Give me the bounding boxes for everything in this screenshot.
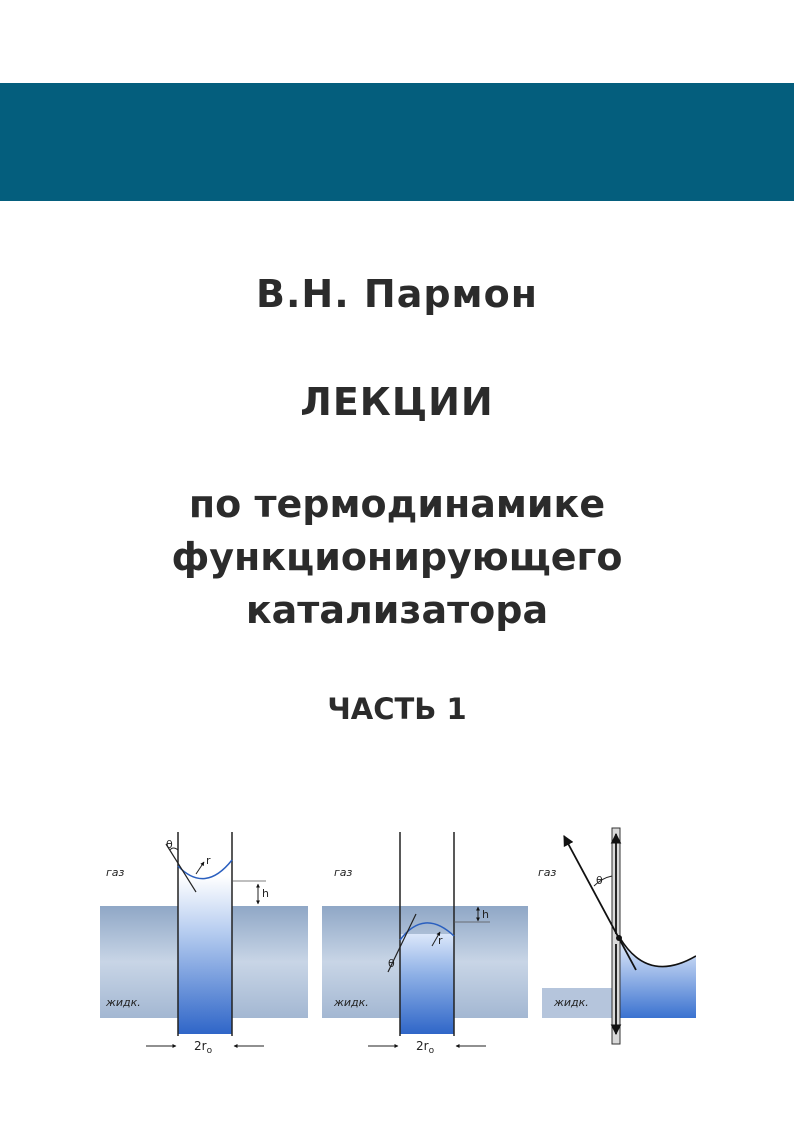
- panel-2: [322, 832, 528, 1056]
- subtitle-line-3: катализатора: [245, 588, 549, 632]
- subtitle-line-2: функционирующего: [171, 535, 623, 579]
- radius-label-1: r: [206, 854, 211, 867]
- theta-label-3: θ: [596, 874, 603, 887]
- liquid-label-2: жидк.: [334, 996, 369, 1009]
- capillary-column-1: [178, 876, 232, 1034]
- gas-label-2: газ: [334, 866, 353, 879]
- wetted-liquid-3: [620, 938, 696, 1018]
- contact-line-3: [564, 836, 636, 970]
- author-name: В.Н. Пармон: [256, 272, 538, 316]
- diameter-label-1: $2r_o$: [194, 1039, 213, 1056]
- height-label-1: h: [262, 887, 269, 900]
- panel-1: [100, 832, 308, 1056]
- header-band: [0, 83, 794, 201]
- liquid-label-1: жидк.: [106, 996, 141, 1009]
- theta-label-1: θ: [166, 838, 173, 851]
- height-label-2: h: [482, 908, 489, 921]
- gas-label-3: газ: [538, 866, 557, 879]
- diameter-label-2: $2r_o$: [416, 1039, 435, 1056]
- capillary-column-2: [400, 934, 454, 1034]
- subtitle-line-1: по термодинамике: [188, 482, 606, 526]
- radius-label-2: r: [438, 934, 443, 947]
- capillary-figure: [100, 824, 696, 1064]
- panel-3: [538, 828, 696, 1044]
- contact-point-3: [616, 935, 622, 941]
- liquid-label-3: жидк.: [554, 996, 589, 1009]
- gas-label-1: газ: [106, 866, 125, 879]
- part-label: ЧАСТЬ 1: [327, 692, 467, 726]
- radius-arrow-1: [196, 862, 204, 874]
- book-subtitle: [0, 478, 794, 637]
- theta-label-2: θ: [388, 957, 395, 970]
- book-title: ЛЕКЦИИ: [300, 380, 494, 424]
